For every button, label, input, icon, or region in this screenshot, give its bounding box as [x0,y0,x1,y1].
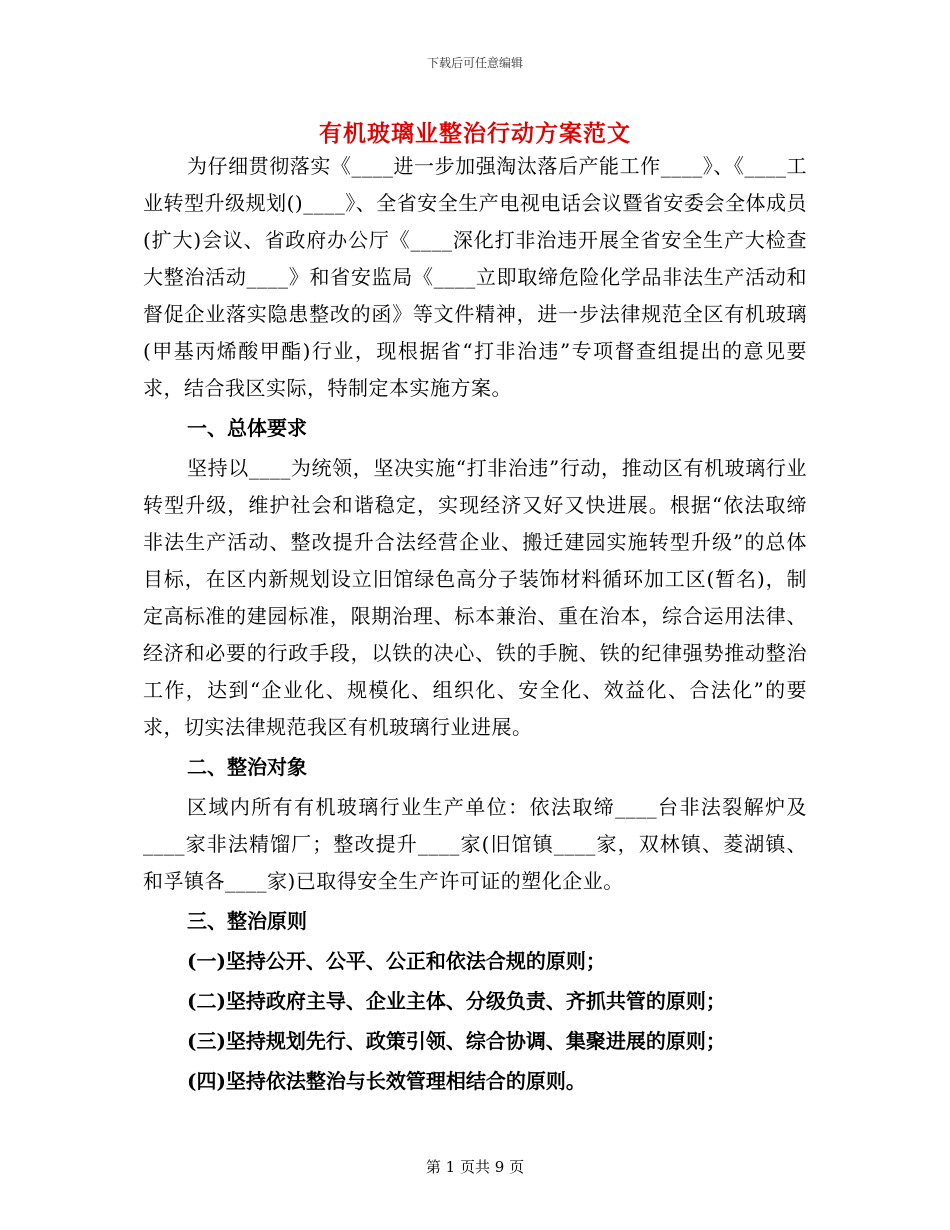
principle-item: (三)坚持规划先行、政策引领、综合协调、集聚进展的原则； [187,1029,726,1053]
section-heading-targets: 二、整治对象 [187,755,307,779]
section-heading-general-requirements: 一、总体要求 [187,416,307,440]
section-heading-principles: 三、整治原则 [187,909,307,933]
page-footer: 第 1 页共 9 页 [425,1158,525,1176]
principle-item: (四)坚持依法整治与长效管理相结合的原则。 [187,1069,586,1093]
principle-item: (二)坚持政府主导、企业主体、分级负责、齐抓共管的原则； [187,989,726,1013]
document-body [143,148,807,1100]
section-paragraph-general-requirements: 坚持以____为统领，坚决实施“打非治违”行动，推动区有机玻璃行业转型升级，维护社会和谐稳定，实现经济又好又快进展。根据“依法取缔非法生产活动、整改提升合法经营企业、搬迁建园实施转型升级”的总体目标，在区内新规划设立旧馆绿色高分子装饰材料循环加工区(暂名)，制定高标准的建园标准，限期治理、标本兼治、重在治本，综合运用法律、经济和必要的行政手段，以铁的决心、铁的手腕、铁的纪律强势推动整治工作，达到“企业化、规模化、组织化、安全化、效益化、合法化”的要求，切实法律规范我区有机玻璃行业进展。 [143,456,807,739]
page-header: 下载后可任意编辑 [426,56,523,70]
principle-item: (一)坚持公开、公平、公正和依法合规的原则； [187,949,606,973]
document-title: 有机玻璃业整治行动方案范文 [319,120,631,147]
section-paragraph-targets: 区域内所有有机玻璃行业生产单位：依法取缔____台非法裂解炉及____家非法精馏厂；整改提升____家(旧馆镇____家，双林镇、菱湖镇、和孚镇各____家)已取得安全生产许可证的塑化企业。 [143,795,807,893]
intro-paragraph: 为仔细贯彻落实《____进一步加强淘汰落后产能工作____》、《____工业转型升级规划()____》、全省安全生产电视电话会议暨省安委会全体成员(扩大)会议、省政府办公厅《____深化打非治违开展全省安全生产大检查大整治活动____》和省安监局《____立即取缔危险化学品非法生产活动和督促企业落实隐患整改的函》等文件精神，进一步法律规范全区有机玻璃(甲基丙烯酸甲酯)行业，现根据省“打非治违”专项督查组提出的意见要求，结合我区实际，特制定本实施方案。 [143,154,807,400]
